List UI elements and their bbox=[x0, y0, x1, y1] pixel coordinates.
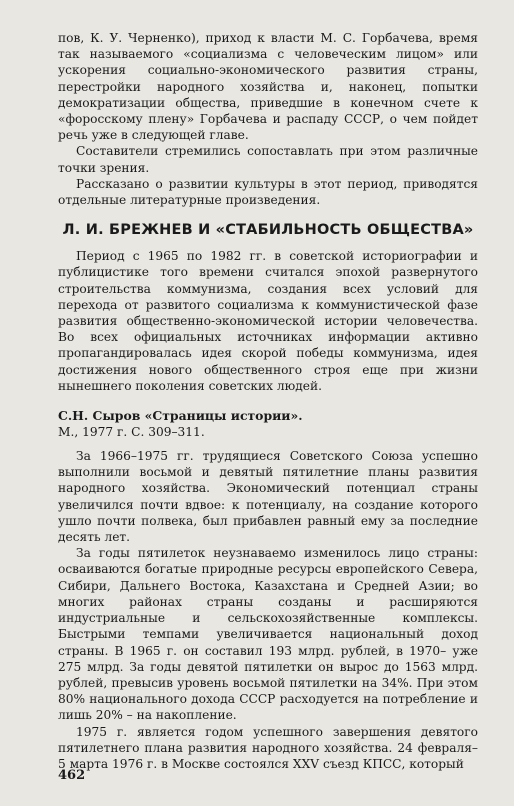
source-author: С.Н. Сыров «Страницы истории». bbox=[58, 408, 303, 424]
body-paragraph-2: За годы пятилеток неузнаваемо изменилось лицо страны: осваиваются богатые природные ресурсы европейского Севера, Сибири, Дальнего Востока, Казахстана и Средней Азии; во многих районах страны созданы и расширяются индустриальные и сельскохозяйственные комплексы. Быстрыми темпами увеличивается национальный доход страны. В 1965 г. он составил 193 млрд. рублей, в 1970– уже 275 млрд. За годы девятой пятилетки он вырос до 1563 млрд. рублей, превысив уровень восьмой пятилетки на 34%. При этом 80% национального дохода СССР расходуется на потребление и лишь 20% – на накопление. bbox=[58, 546, 478, 723]
section-heading: Л. И. БРЕЖНЕВ И «СТАБИЛЬНОСТЬ ОБЩЕСТВА» bbox=[62, 222, 474, 239]
body-paragraph-1: За 1966–1975 гг. трудящиеся Советского Союза успешно выполнили восьмой и девятый пятилетние планы развития народного хозяйства. Экономический потенциал страны увеличился почти вдвое: к потенциалу, на создание которого ушло почти полвека, был прибавлен равный ему за последние десять лет. bbox=[58, 449, 478, 545]
intro-paragraph-1: пов, К. У. Черненко), приход к власти М. С. Горбачева, время так называемого «социализма с человеческим лицом» или ускорения социально-экономического развития страны, перестройки народного хозяйства и, наконец, попытки демократизации общества, приведшие в конечном счете к «форосскому плену» Горбачева и распаду СССР, о чем пойдет речь уже в следующей главе. bbox=[58, 31, 478, 143]
source-publication: М., 1977 г. С. 309–311. bbox=[58, 425, 205, 440]
intro-paragraph-2: Составители стремились сопоставлать при этом различные точки зрения. bbox=[58, 144, 478, 175]
body-paragraph-3: 1975 г. является годом успешного завершения девятого пятилетнего плана развития народного хозяйства. 24 февраля– 5 марта 1976 г. в Москве состоялся XXV съезд КПСС, который bbox=[58, 724, 478, 771]
page-number: 462 bbox=[58, 768, 86, 783]
intro-paragraph-3: Рассказано о развитии культуры в этот период, приводятся отдельные литературные произведения. bbox=[58, 176, 478, 208]
section-paragraph-1: Период с 1965 по 1982 гг. в советской историографии и публицистике того времени считался эпохой развернутого строительства коммунизма, создания всех условий для перехода от развитого социализма к коммунистической фазе развития общественно-экономической истории человечества. Во всех официальных источниках информации активно пропагандировалась идея скорой победы коммунизма, идея достижения нового общественного строя еще при жизни нынешнего поколения советских людей. bbox=[58, 249, 478, 393]
source-citation bbox=[58, 408, 478, 440]
